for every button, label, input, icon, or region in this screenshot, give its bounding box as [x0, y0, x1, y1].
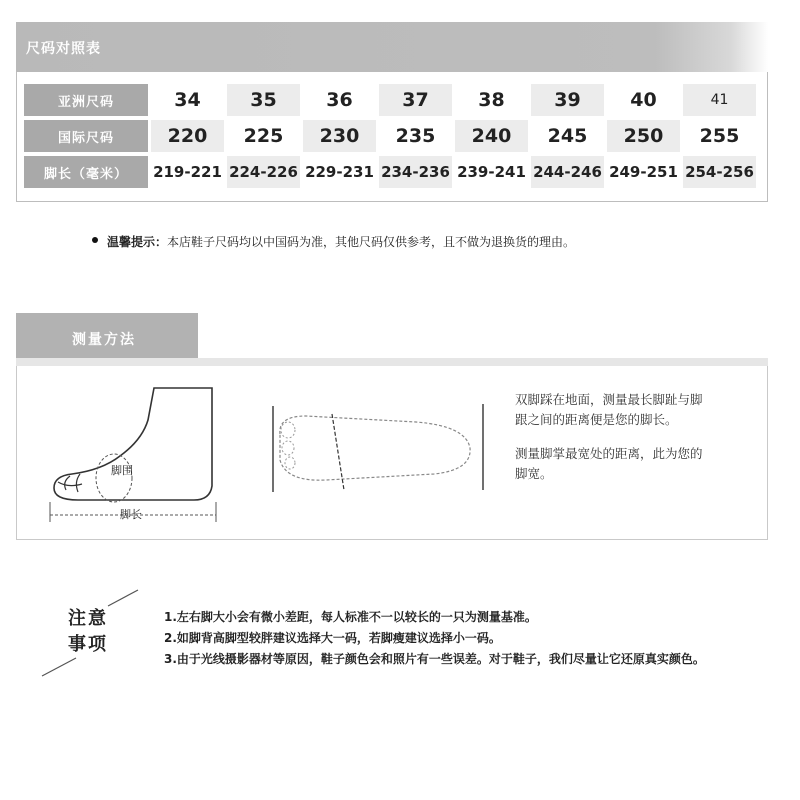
measure-desc-1: 双脚踩在地面，测量最长脚趾与脚 跟之间的距离便是您的脚长。 [515, 392, 703, 427]
tip-text [107, 233, 575, 250]
size-cell: 38 [455, 84, 528, 116]
bullet-icon [92, 237, 98, 243]
measure-band [16, 358, 768, 366]
measure-desc-2: 测量脚掌最宽处的距离，此为您的 脚宽。 [515, 446, 703, 481]
size-cell: 224-226 [227, 156, 300, 188]
intl-size-row [24, 120, 756, 152]
size-cell: 245 [531, 120, 604, 152]
asian-size-row [24, 84, 756, 116]
size-cell: 250 [607, 120, 680, 152]
size-cell: 37 [379, 84, 452, 116]
note-item: 3.由于光线摄影器材等原因，鞋子颜色会和照片有一些误差。对于鞋子，我们尽量让它还原真实颜色。 [164, 652, 705, 666]
size-cell: 35 [227, 84, 300, 116]
size-chart-header [16, 22, 768, 72]
size-cell: 40 [607, 84, 680, 116]
tip-label: 温馨提示： [107, 235, 168, 249]
asian-size-label: 亚洲尺码 [24, 84, 148, 116]
size-cell: 254-256 [683, 156, 756, 188]
size-cell: 240 [455, 120, 528, 152]
size-cell: 244-246 [531, 156, 604, 188]
foot-length-row [24, 156, 756, 188]
size-cell: 34 [151, 84, 224, 116]
measure-title: 测量方法 [72, 332, 136, 348]
size-cell: 249-251 [607, 156, 680, 188]
size-cell: 235 [379, 120, 452, 152]
size-cell: 225 [227, 120, 300, 152]
size-table [21, 80, 759, 192]
foot-length-label: 脚长（毫米） [24, 156, 148, 188]
size-cell: 39 [531, 84, 604, 116]
size-cell: 219-221 [151, 156, 224, 188]
foot-top-icon [266, 400, 496, 500]
size-cell: 41 [683, 84, 756, 116]
size-chart-title: 尺码对照表 [26, 41, 101, 57]
size-cell: 36 [303, 84, 376, 116]
size-cell: 234-236 [379, 156, 452, 188]
size-cell: 239-241 [455, 156, 528, 188]
size-cell: 229-231 [303, 156, 376, 188]
foot-side-icon [44, 380, 224, 525]
size-cell: 255 [683, 120, 756, 152]
note-item: 2.如脚背高脚型较胖建议选择大一码，若脚瘦建议选择小一码。 [164, 631, 501, 645]
foot-length-caption: 脚长 [120, 508, 142, 521]
size-cell: 230 [303, 120, 376, 152]
size-cell: 220 [151, 120, 224, 152]
intl-size-label: 国际尺码 [24, 120, 148, 152]
notes-title: 注意 事项 [68, 608, 108, 655]
tip-body: 本店鞋子尺码均以中国码为准，其他尺码仅供参考，且不做为退换货的理由。 [167, 235, 576, 249]
foot-girth-label: 脚围 [111, 464, 133, 477]
note-item: 1.左右脚大小会有微小差距，每人标准不一以较长的一只为测量基准。 [164, 610, 537, 624]
